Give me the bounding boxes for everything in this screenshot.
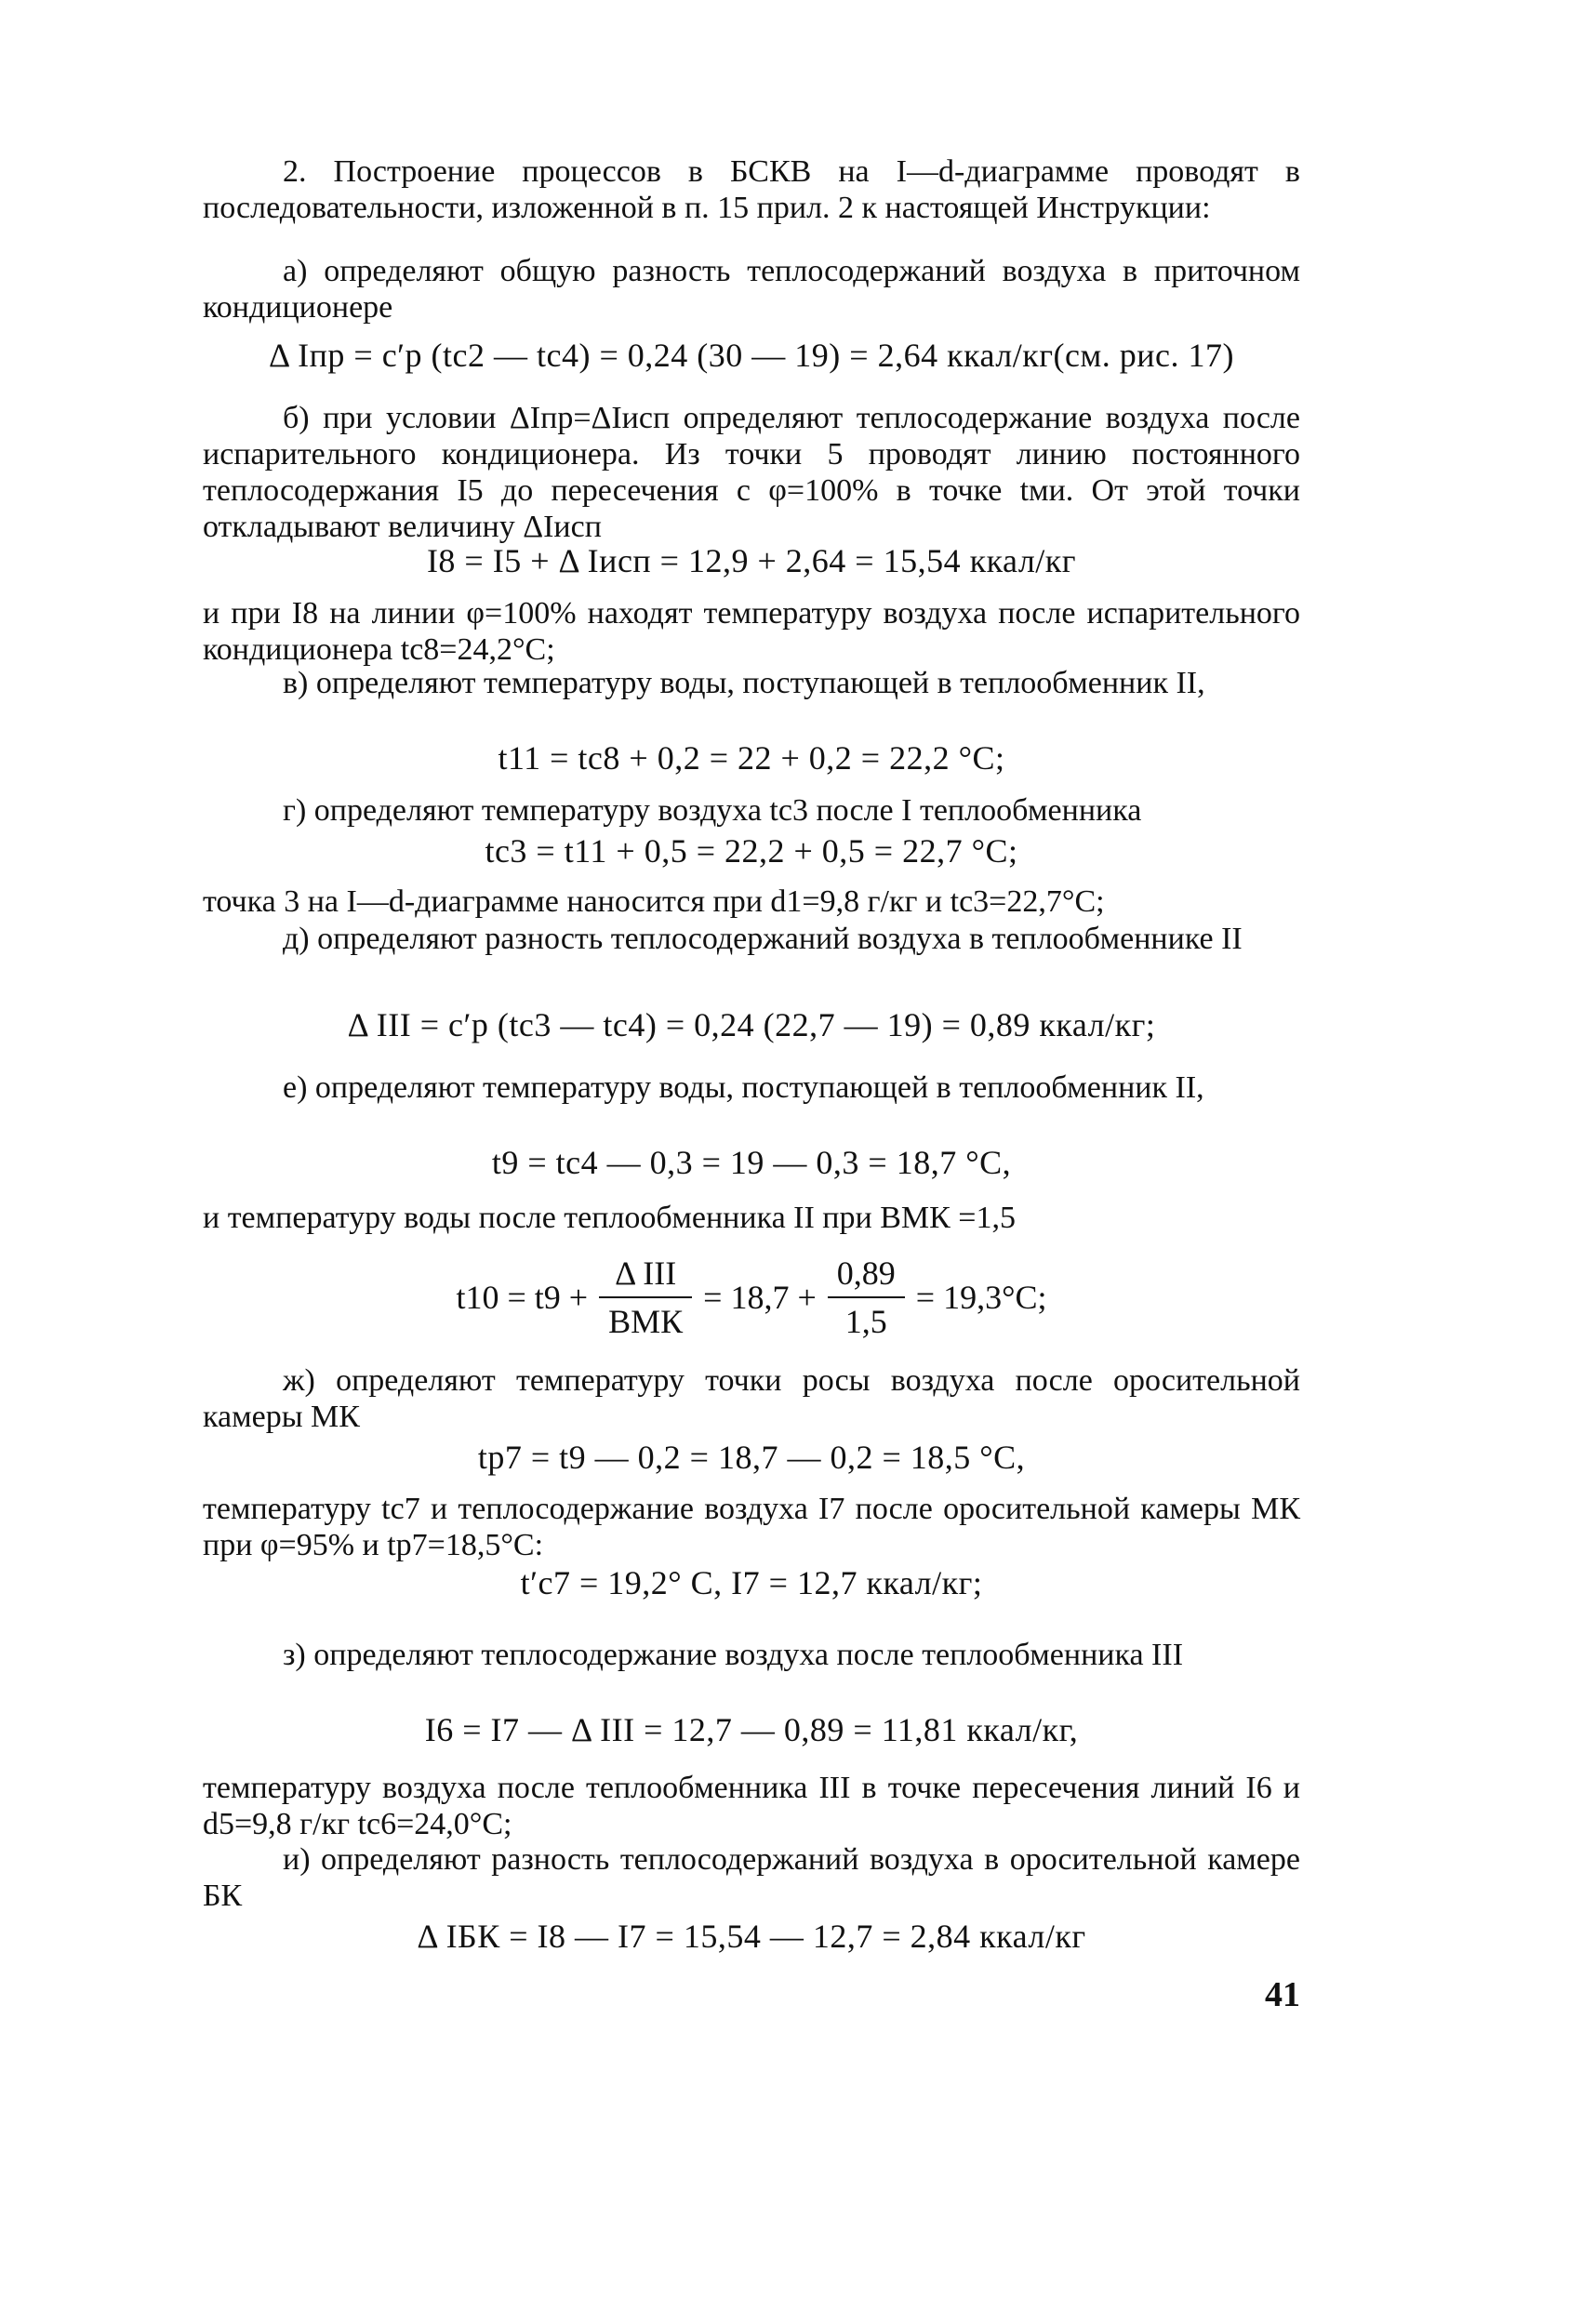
paragraph-6-item-g: г) определяют температуру воздуха tс3 после I теплообменника bbox=[283, 793, 1142, 828]
paragraph-8-item-d: д) определяют разность теплосодержаний воздуха в теплообменнике II bbox=[283, 922, 1243, 956]
paragraph-9-item-e: е) определяют температуру воды, поступающей в теплообменник II, bbox=[283, 1070, 1204, 1105]
formula-delta-i-ii: Δ III = c′p (tс3 — tс4) = 0,24 (22,7 — 19) = 0,89 ккал/кг; bbox=[347, 1006, 1156, 1043]
formula-t11: t11 = tс8 + 0,2 = 22 + 0,2 = 22,2 °С; bbox=[498, 739, 1005, 777]
paragraph-13-item-z: з) определяют теплосодержание воздуха после теплообменника III bbox=[283, 1638, 1184, 1672]
formula-t10 bbox=[203, 1242, 1300, 1353]
fraction-numerator: Δ III bbox=[615, 1255, 677, 1292]
fraction-denominator: 1,5 bbox=[844, 1303, 887, 1340]
fraction-numerator: 0,89 bbox=[836, 1255, 896, 1292]
paragraph-4: и при I8 на линии φ=100% находят температуру воздуха после испарительного кондиционера tс8=24,2°С; bbox=[203, 596, 1300, 667]
page-number: 41 bbox=[1265, 1975, 1300, 2014]
formula-tp7: tр7 = t9 — 0,2 = 18,7 — 0,2 = 18,5 °С, bbox=[477, 1439, 1026, 1476]
paragraph-14: температуру воздуха после теплообменника III в точке пересечения линий I6 и d5=9,8 г/кг tс6=24,0°С; bbox=[203, 1771, 1300, 1841]
formula-tc3: tс3 = t11 + 0,5 = 22,2 + 0,5 = 22,7 °С; bbox=[485, 832, 1018, 870]
formula-i6: I6 = I7 — Δ III = 12,7 — 0,89 = 11,81 ккал/кг, bbox=[424, 1711, 1079, 1748]
paragraph-15-item-i: и) определяют разность теплосодержаний воздуха в оросительной камере БК bbox=[203, 1842, 1300, 1913]
fraction-delta-i-over-bmk bbox=[599, 1254, 692, 1341]
paragraph-11-item-zh: ж) определяют температуру точки росы воздуха после оросительной камеры МК bbox=[203, 1363, 1300, 1434]
paragraph-5-item-v: в) определяют температуру воды, поступающей в теплообменник II, bbox=[283, 666, 1205, 700]
formula-t9: t9 = tс4 — 0,3 = 19 — 0,3 = 18,7 °С, bbox=[491, 1144, 1012, 1181]
paragraph-1: 2. Построение процессов в БСКВ на I—d-диаграмме проводят в последовательности, изложенной в п. 15 прил. 2 к настоящей Инструкции: bbox=[203, 154, 1300, 225]
fraction-denominator: BМК bbox=[608, 1303, 684, 1340]
formula-delta-i-pr: Δ Iпр = c′p (tс2 — tс4) = 0,24 (30 — 19) = 2,64 ккал/кг(см. рис. 17) bbox=[268, 337, 1235, 374]
formula-i8: I8 = I5 + Δ Iисп = 12,9 + 2,64 = 15,54 ккал/кг bbox=[426, 542, 1077, 579]
formula-t10-rhs: = 19,3°С; bbox=[915, 1279, 1047, 1316]
paragraph-7: точка 3 на I—d-диаграмме наносится при d1=9,8 г/кг и tс3=22,7°С; bbox=[203, 884, 1105, 919]
paragraph-2-item-a: а) определяют общую разность теплосодержаний воздуха в приточном кондиционере bbox=[203, 254, 1300, 325]
formula-t10-lhs: t10 = t9 + bbox=[456, 1279, 589, 1316]
formula-delta-i-bk: Δ IБК = I8 — I7 = 15,54 — 12,7 = 2,84 ккал/кг bbox=[417, 1918, 1086, 1955]
formula-tc7-i7: t′с7 = 19,2° С, I7 = 12,7 ккал/кг; bbox=[520, 1564, 983, 1601]
paragraph-12: температуру tс7 и теплосодержание воздуха I7 после оросительной камеры МК при φ=95% и tр7=18,5°С: bbox=[203, 1492, 1300, 1562]
fraction-089-over-15 bbox=[828, 1254, 905, 1341]
formula-t10-mid: = 18,7 + bbox=[703, 1279, 817, 1316]
paragraph-10: и температуру воды после теплообменника II при BМК =1,5 bbox=[203, 1201, 1016, 1235]
paragraph-3-item-b: б) при условии ΔIпр=ΔIисп определяют теплосодержание воздуха после испарительного кондиционера. Из точки 5 проводят линию постоянного теплосодержания I5 до пересечения с φ=100% в точке tми. От этой точки откладывают величину ΔIисп bbox=[203, 401, 1300, 544]
